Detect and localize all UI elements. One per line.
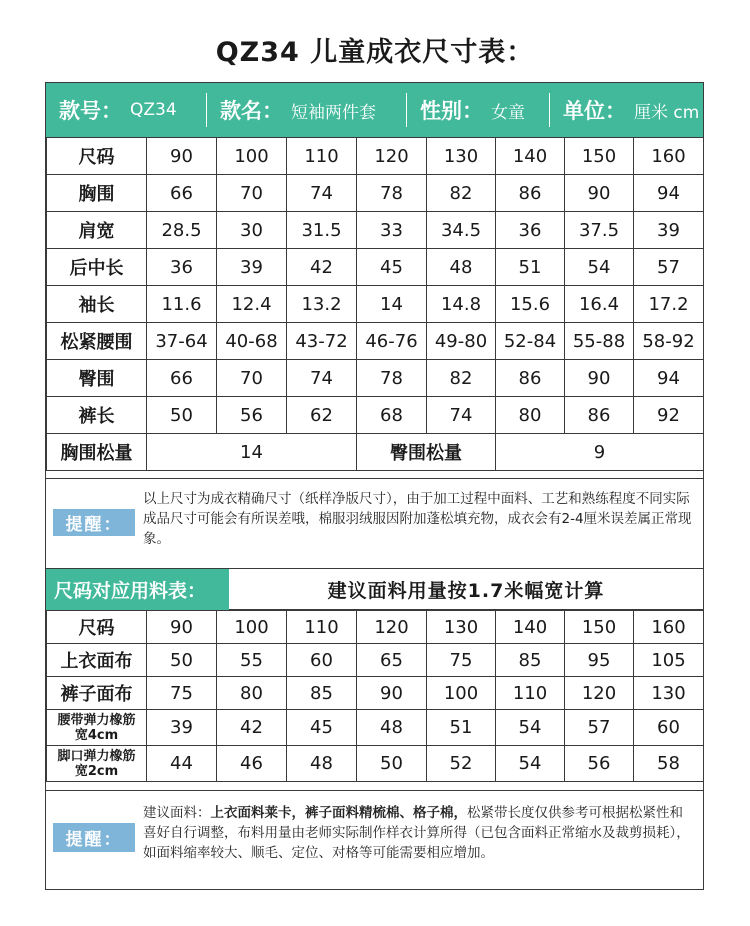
table-cell: 50 <box>147 397 217 434</box>
table-cell: 120 <box>357 611 427 644</box>
table-cell: 86 <box>496 360 565 397</box>
table-cell: 50 <box>147 644 217 677</box>
table-cell: 14.8 <box>427 286 496 323</box>
table-cell: 92 <box>634 397 704 434</box>
table-cell: 11.6 <box>147 286 217 323</box>
table-cell: 58-92 <box>634 323 704 360</box>
table-cell: 65 <box>357 644 427 677</box>
row-label <box>47 710 147 746</box>
ease-hip-value: 9 <box>496 434 704 471</box>
table-cell: 100 <box>217 611 287 644</box>
info-style-name <box>207 83 406 137</box>
row-label-line: 宽4cm <box>74 727 119 743</box>
table-cell: 45 <box>357 249 427 286</box>
table-cell: 48 <box>357 710 427 746</box>
info-unit <box>550 83 702 137</box>
table-cell: 70 <box>217 360 287 397</box>
reminder-note-2 <box>46 790 703 890</box>
info-style-no <box>46 83 206 137</box>
table-cell: 82 <box>427 360 496 397</box>
table-row <box>47 175 704 212</box>
table-cell: 54 <box>496 746 565 782</box>
table-cell: 82 <box>427 175 496 212</box>
info-value: QZ34 <box>130 100 177 120</box>
table-cell: 57 <box>634 249 704 286</box>
table-cell: 46 <box>217 746 287 782</box>
info-key: 款号： <box>59 99 122 123</box>
table-cell: 62 <box>287 397 357 434</box>
table-cell: 17.2 <box>634 286 704 323</box>
table-cell: 16.4 <box>565 286 634 323</box>
table-row <box>47 644 704 677</box>
table-cell: 130 <box>634 677 704 710</box>
table-cell: 90 <box>147 611 217 644</box>
table-cell: 120 <box>565 677 634 710</box>
table-cell: 56 <box>217 397 287 434</box>
row-label: 胸围 <box>47 175 147 212</box>
ease-row <box>47 434 704 471</box>
table-cell: 49-80 <box>427 323 496 360</box>
table-cell: 110 <box>287 611 357 644</box>
table-cell: 130 <box>427 138 496 175</box>
table-cell: 37.5 <box>565 212 634 249</box>
table-cell: 39 <box>217 249 287 286</box>
table-cell: 33 <box>357 212 427 249</box>
table-cell: 15.6 <box>496 286 565 323</box>
table-cell: 39 <box>634 212 704 249</box>
row-label: 上衣面布 <box>47 644 147 677</box>
row-label: 裤长 <box>47 397 147 434</box>
size-table <box>46 137 704 471</box>
row-label-line: 宽2cm <box>74 763 119 779</box>
fabric-section-heading: 建议面料用量按1.7米幅宽计算 <box>327 580 605 602</box>
table-cell: 44 <box>147 746 217 782</box>
reminder-tag: 提醒： <box>53 509 135 536</box>
table-cell: 110 <box>496 677 565 710</box>
table-cell: 42 <box>217 710 287 746</box>
fabric-section-header <box>46 568 703 610</box>
table-cell: 78 <box>357 360 427 397</box>
table-cell: 150 <box>565 138 634 175</box>
table-row <box>47 611 704 644</box>
reminder-body: 松紧带长度仅供参考可根据松紧性和喜好自行调整，布料用量由老师实际制作样衣计算所得（已包含面料正常缩水及裁剪损耗），如面料缩率较大、顺毛、定位、对格等可能需要相应增加。 <box>143 805 690 861</box>
table-cell: 94 <box>634 175 704 212</box>
table-cell: 140 <box>496 138 565 175</box>
table-cell: 66 <box>147 175 217 212</box>
table-cell: 94 <box>634 360 704 397</box>
row-label-line: 腰带弹力橡筋 <box>57 712 136 728</box>
table-cell: 85 <box>287 677 357 710</box>
row-label: 裤子面布 <box>47 677 147 710</box>
row-label <box>47 746 147 782</box>
table-cell: 68 <box>357 397 427 434</box>
row-label: 尺码 <box>47 138 147 175</box>
info-bar <box>46 83 703 137</box>
ease-chest-value: 14 <box>147 434 357 471</box>
table-cell: 48 <box>427 249 496 286</box>
table-cell: 70 <box>217 175 287 212</box>
info-key: 单位： <box>563 99 626 123</box>
table-cell: 43-72 <box>287 323 357 360</box>
reminder-text: 以上尺寸为成衣精确尺寸（纸样净版尺寸），由于加工过程中面料、工艺和熟练程度不同实际成品尺寸可能会有所误差哦，棉服羽绒服因附加蓬松填充物，成衣会有2-4厘米误差属正常现象。 <box>143 491 692 547</box>
table-cell: 110 <box>287 138 357 175</box>
row-label-line: 脚口弹力橡筋 <box>57 748 136 764</box>
table-cell: 90 <box>147 138 217 175</box>
table-cell: 54 <box>565 249 634 286</box>
table-cell: 66 <box>147 360 217 397</box>
row-label: 肩宽 <box>47 212 147 249</box>
table-row <box>47 286 704 323</box>
ease-chest-label: 胸围松量 <box>47 434 147 471</box>
row-label: 后中长 <box>47 249 147 286</box>
table-cell: 74 <box>427 397 496 434</box>
page-title: QZ34 儿童成衣尺寸表： <box>215 37 535 68</box>
table-cell: 75 <box>427 644 496 677</box>
reminder-note-1 <box>46 478 703 568</box>
info-key: 款名： <box>220 99 283 123</box>
table-cell: 95 <box>565 644 634 677</box>
table-cell: 90 <box>357 677 427 710</box>
table-row <box>47 710 704 746</box>
table-cell: 74 <box>287 360 357 397</box>
table-row <box>47 746 704 782</box>
table-cell: 100 <box>427 677 496 710</box>
reminder-prefix: 建议面料： <box>143 805 211 821</box>
table-cell: 100 <box>217 138 287 175</box>
table-cell: 90 <box>565 360 634 397</box>
table-cell: 40-68 <box>217 323 287 360</box>
table-row <box>47 138 704 175</box>
table-cell: 120 <box>357 138 427 175</box>
table-cell: 50 <box>357 746 427 782</box>
row-label: 尺码 <box>47 611 147 644</box>
table-cell: 48 <box>287 746 357 782</box>
table-cell: 55 <box>217 644 287 677</box>
table-cell: 56 <box>565 746 634 782</box>
table-row <box>47 397 704 434</box>
table-cell: 45 <box>287 710 357 746</box>
fabric-table <box>46 610 704 782</box>
table-cell: 52 <box>427 746 496 782</box>
table-cell: 42 <box>287 249 357 286</box>
table-cell: 80 <box>496 397 565 434</box>
table-cell: 74 <box>287 175 357 212</box>
table-cell: 28.5 <box>147 212 217 249</box>
table-cell: 31.5 <box>287 212 357 249</box>
table-row <box>47 677 704 710</box>
row-label: 松紧腰围 <box>47 323 147 360</box>
table-cell: 39 <box>147 710 217 746</box>
table-cell: 80 <box>217 677 287 710</box>
table-cell: 13.2 <box>287 286 357 323</box>
table-cell: 34.5 <box>427 212 496 249</box>
table-cell: 37-64 <box>147 323 217 360</box>
reminder-tag: 提醒： <box>53 823 135 852</box>
ease-hip-label: 臀围松量 <box>357 434 496 471</box>
table-cell: 54 <box>496 710 565 746</box>
table-cell: 75 <box>147 677 217 710</box>
table-cell: 85 <box>496 644 565 677</box>
table-cell: 36 <box>496 212 565 249</box>
table-cell: 86 <box>565 397 634 434</box>
table-cell: 14 <box>357 286 427 323</box>
table-cell: 57 <box>565 710 634 746</box>
table-cell: 140 <box>496 611 565 644</box>
table-cell: 130 <box>427 611 496 644</box>
table-cell: 12.4 <box>217 286 287 323</box>
size-chart-frame <box>45 82 704 890</box>
table-cell: 46-76 <box>357 323 427 360</box>
table-cell: 90 <box>565 175 634 212</box>
table-cell: 78 <box>357 175 427 212</box>
table-cell: 105 <box>634 644 704 677</box>
table-cell: 52-84 <box>496 323 565 360</box>
table-cell: 150 <box>565 611 634 644</box>
table-cell: 60 <box>634 710 704 746</box>
table-row <box>47 212 704 249</box>
table-cell: 160 <box>634 138 704 175</box>
info-key: 性别： <box>420 99 483 123</box>
table-cell: 55-88 <box>565 323 634 360</box>
info-value: 短袖两件套 <box>291 102 376 123</box>
row-label: 臀围 <box>47 360 147 397</box>
table-cell: 51 <box>496 249 565 286</box>
reminder-bold: 上衣面料莱卡，裤子面料精梳棉、格子棉， <box>210 805 467 821</box>
fabric-section-label: 尺码对应用料表： <box>46 569 229 610</box>
table-row <box>47 360 704 397</box>
info-value: 女童 <box>491 102 525 123</box>
info-value: 厘米 cm <box>634 102 700 123</box>
table-cell: 51 <box>427 710 496 746</box>
table-cell: 30 <box>217 212 287 249</box>
table-cell: 58 <box>634 746 704 782</box>
table-cell: 160 <box>634 611 704 644</box>
row-label: 袖长 <box>47 286 147 323</box>
reminder-text <box>143 803 693 863</box>
table-row <box>47 323 704 360</box>
table-row <box>47 249 704 286</box>
table-cell: 60 <box>287 644 357 677</box>
info-gender <box>407 83 549 137</box>
table-cell: 86 <box>496 175 565 212</box>
table-cell: 36 <box>147 249 217 286</box>
